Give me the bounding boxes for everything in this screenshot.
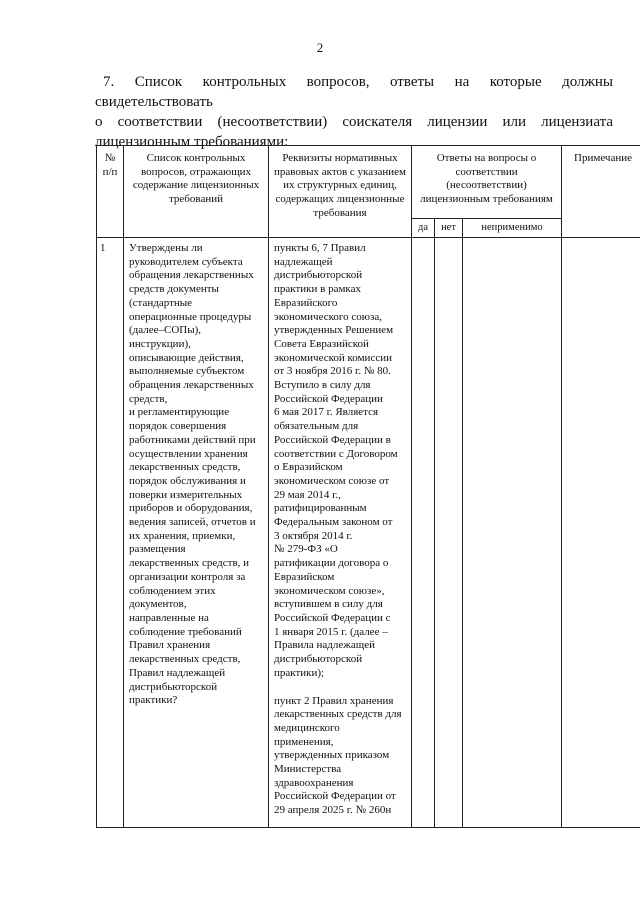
question-line: лекарственных средств, и [129,557,250,570]
question-line: ведения записей, отчетов и [129,516,256,529]
question-line: и регламентирующие [129,406,230,419]
row-number: 1 [97,238,124,828]
question-line: операционные процедуры [129,310,252,323]
question-line: (далее–СОПы), [129,324,202,337]
requisite-line: экономической комиссии [274,351,392,364]
heading-line-3: лицензионным требованиями: [95,134,289,150]
checklist-table [96,145,640,828]
requisite-line: ратификации договора о [274,557,389,570]
table-row [97,238,640,828]
question-line: Правил надлежащей [129,666,226,679]
requisite-line: Правила надлежащей [274,639,375,652]
requisite-line: 3 октября 2014 г. [274,529,353,542]
question-line: осуществлении хранения [129,447,248,460]
question-cell [124,238,269,828]
requisite-line: соответствии с Договором [274,447,398,460]
requisite-line: Российской Федерации [274,392,383,405]
requisite-line: надлежащей [274,255,333,268]
question-line: (стандартные [129,296,193,309]
header-answers: Ответы на вопросы о соответствии (несоответствии) лицензионным требованиям [412,146,562,219]
question-line: приборов и оборудования, [129,502,253,515]
requisite-line: Российской Федерации в [274,433,391,446]
header-note: Примечание [562,146,640,238]
question-line: лекарственных средств, [129,653,241,666]
requisite-line: вступившем в силу для [274,598,383,611]
section-heading [95,72,613,152]
question-line: размещения [129,543,186,556]
requisite-line: Министерства [274,763,342,776]
requisite-line: № 279-ФЗ «О [274,543,338,556]
requisite-line: экономическом союзе», [274,584,385,597]
answer-yes-cell[interactable] [412,238,435,828]
requisite-line: дистрибьюторской [274,653,363,666]
header-na: неприменимо [463,219,562,238]
question-line: Правил хранения [129,639,211,652]
header-questions: Список контрольных вопросов, отражающих содержание лицензионных требований [124,146,269,238]
requisite-line: Вступило в силу для [274,379,371,392]
question-line: Утверждены ли [129,242,203,254]
requisite-line: Российской Федерации от [274,790,396,803]
requisite-line: пункт 2 Правил хранения [274,694,394,707]
requisite-line: 6 мая 2017 г. Является [274,406,379,419]
question-line: соблюдением этих [129,584,216,597]
question-line: обращения лекарственных [129,269,254,282]
requisite-line: Евразийского [274,296,338,309]
question-line: средств документы [129,283,219,296]
requisite-line: дистрибьюторской [274,269,363,282]
requisite-line: 1 января 2015 г. (далее – [274,625,388,638]
requisite-line: пункты 6, 7 Правил [274,242,366,254]
question-line: организации контроля за [129,570,246,583]
requisite-line: практики); [274,666,325,679]
question-line: средств, [129,392,168,405]
question-line: описывающие действия, [129,351,244,364]
requisite-line: 29 апреля 2025 г. № 260н [274,804,392,817]
question-line: поверки измерительных [129,488,243,501]
requisite-line: Российской Федерации с [274,611,391,624]
requisite-line: ратифицированным [274,502,367,515]
requisite-line: обязательным для [274,420,359,433]
requisite-line: Евразийском [274,570,335,583]
question-line: соблюдение требований [129,625,242,638]
requisite-line: экономическом союзе от [274,474,390,487]
question-line: обращения лекарственных [129,379,254,392]
answer-na-cell[interactable] [463,238,562,828]
question-line: дистрибьюторской [129,680,218,693]
page-number: 2 [316,40,324,55]
question-line: порядок обслуживания и [129,474,246,487]
header-requisites: Реквизиты нормативных правовых актов с указанием их структурных единиц, содержащих лицензионные требования [269,146,412,238]
note-cell[interactable] [562,238,640,828]
requisite-line: лекарственных средств для [274,708,402,721]
question-line: порядок совершения [129,420,227,433]
requisite-line: утвержденных Решением [274,324,394,337]
header-num: № п/п [97,146,124,238]
requisites-cell [269,238,412,828]
requisite-line: о Евразийском [274,461,343,474]
question-line: руководителем субъекта [129,255,243,268]
requisite-line: Федеральным законом от [274,516,393,529]
question-line: выполняемые субъектом [129,365,245,378]
question-line: документов, [129,598,187,611]
question-line: работниками действий при [129,433,256,446]
requisite-line: медицинского [274,721,340,734]
question-line: направленные на [129,611,209,624]
question-line: лекарственных средств, [129,461,241,474]
heading-line-2: о соответствии (несоответствии) соискателя лицензии или лицензиата [95,114,613,130]
requisite-line: здравоохранения [274,776,354,789]
paragraph-gap [274,681,408,695]
question-line: практики? [129,694,178,707]
header-no: нет [435,219,463,238]
requisite-line: Совета Евразийской [274,337,369,350]
requisite-line: от 3 ноября 2016 г. № 80. [274,365,391,378]
requisite-line: 29 мая 2014 г., [274,488,341,501]
question-line: инструкции), [129,337,191,350]
requisite-line: утвержденных приказом [274,749,390,762]
requisite-line: экономического союза, [274,310,382,323]
question-line: их хранения, приемки, [129,529,236,542]
heading-line-1: 7. Список контрольных вопросов, ответы на которые должны свидетельствовать [95,74,613,110]
answer-no-cell[interactable] [435,238,463,828]
header-yes: да [412,219,435,238]
requisite-line: практики в рамках [274,283,361,296]
requisite-line: применения, [274,735,334,748]
